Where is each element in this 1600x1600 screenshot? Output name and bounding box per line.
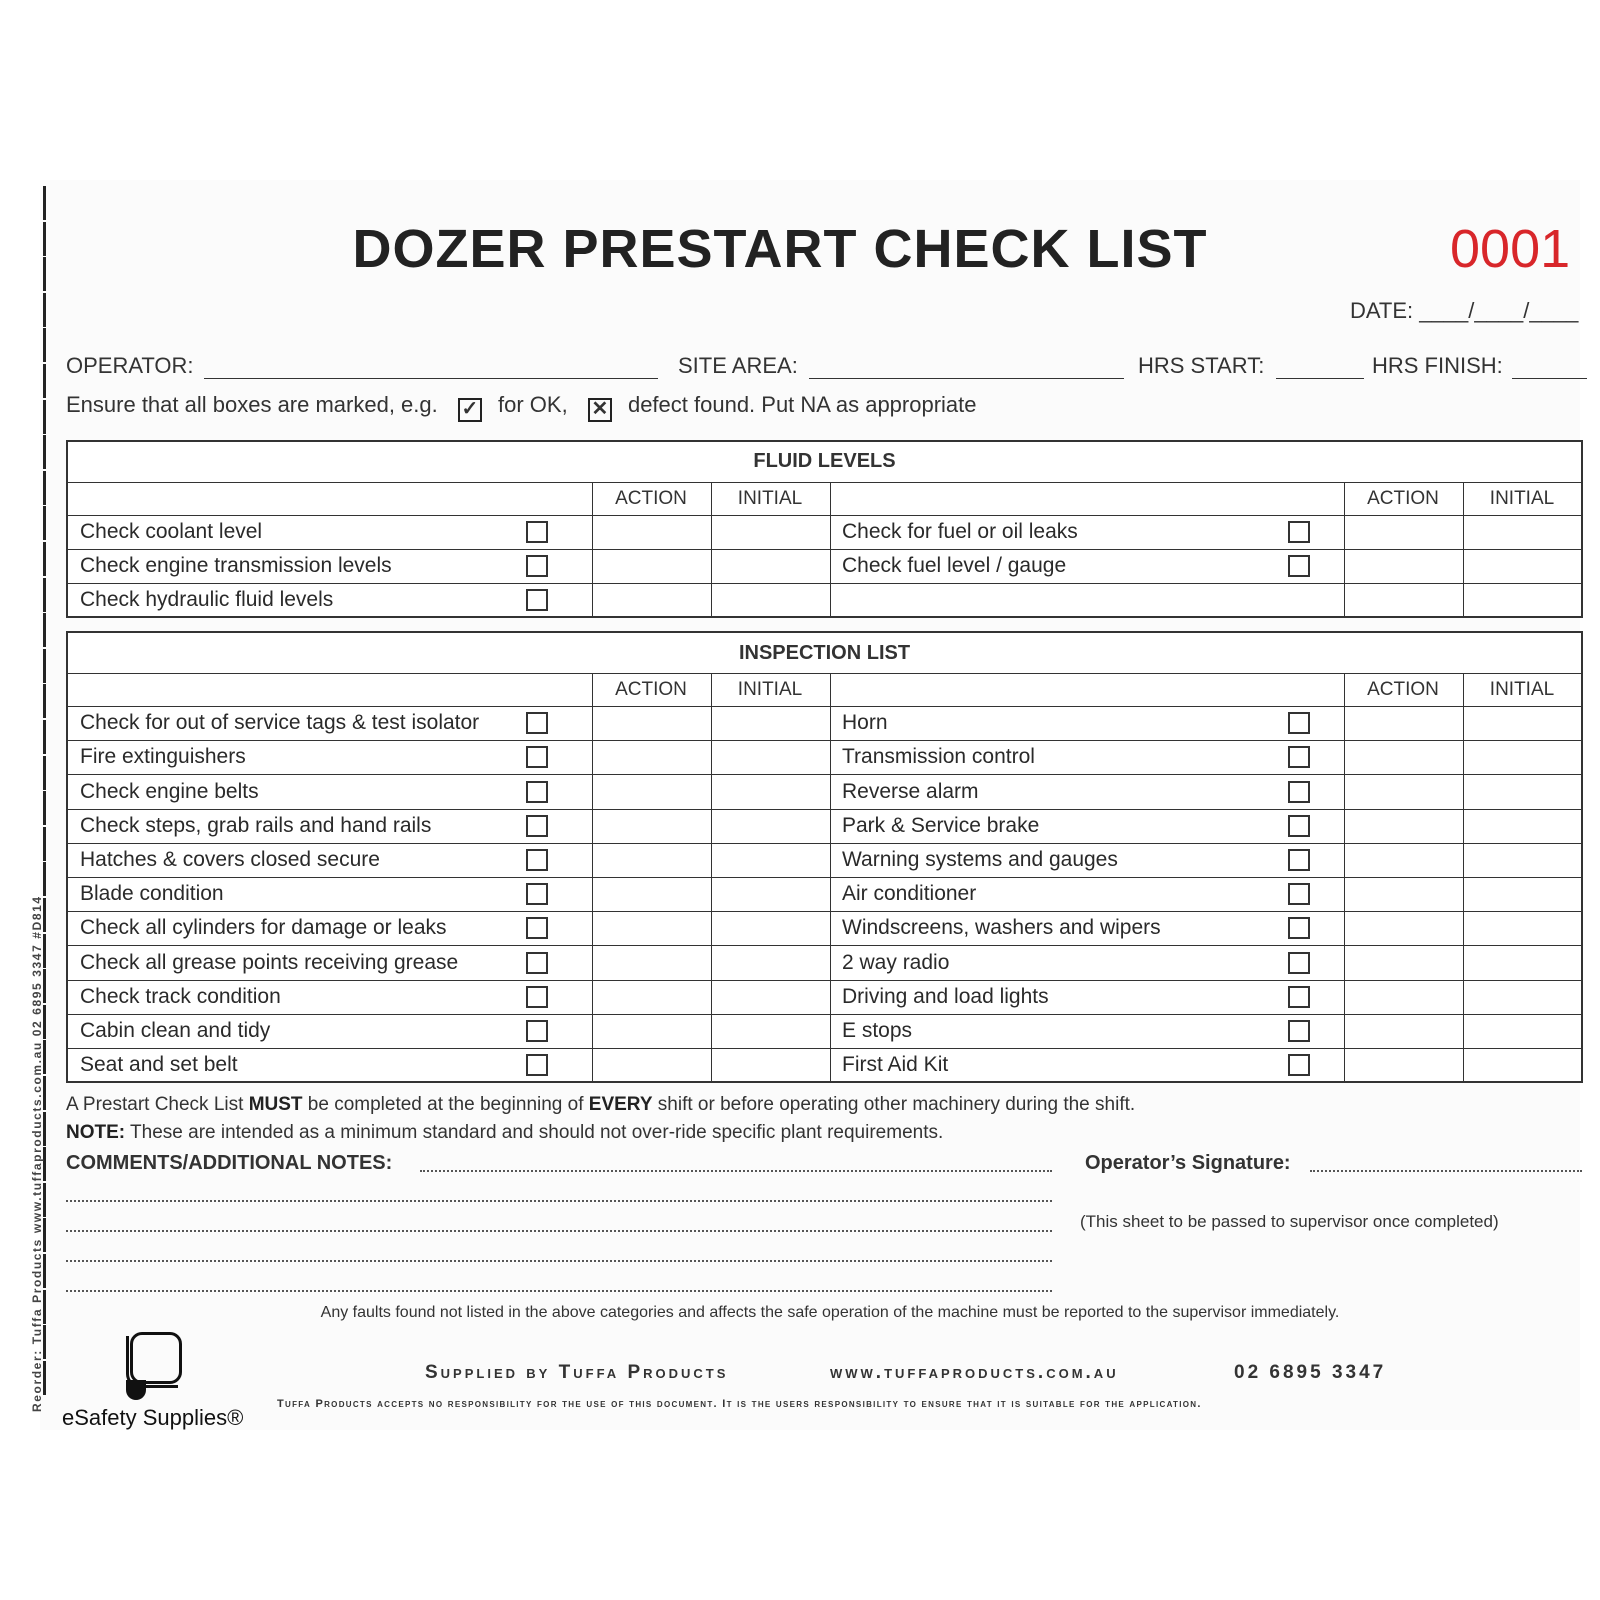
column-header-action: ACTION xyxy=(615,679,687,700)
phone-number: 02 6895 3347 xyxy=(1234,1362,1387,1383)
initial-cell[interactable] xyxy=(1463,740,1581,774)
comments-line-5[interactable] xyxy=(66,1290,1052,1292)
perforation-mark xyxy=(43,400,46,434)
initial-cell[interactable] xyxy=(1463,549,1581,583)
checkbox-left[interactable] xyxy=(526,555,548,577)
perforation-mark xyxy=(43,791,46,825)
checklist-item-right: Windscreens, washers and wipers xyxy=(842,916,1161,940)
perforation-mark xyxy=(43,293,46,327)
action-cell[interactable] xyxy=(1344,945,1462,979)
inspection-list-title: INSPECTION LIST xyxy=(738,642,911,664)
checkbox-right[interactable] xyxy=(1288,849,1310,871)
disclaimer: Tuffa Products accepts no responsibility for the use of this document. It is the users responsibility to ensure that it is suitable for the application. xyxy=(277,1398,1202,1410)
site-area-label: SITE AREA: xyxy=(678,353,798,378)
initial-cell[interactable] xyxy=(711,877,829,911)
checklist-item-left: Check all grease points receiving grease xyxy=(80,950,459,974)
action-cell[interactable] xyxy=(592,549,710,583)
initial-cell[interactable] xyxy=(1463,1048,1581,1082)
checklist-item-left: Blade condition xyxy=(80,882,224,906)
checklist-item-right: Check for fuel or oil leaks xyxy=(842,520,1078,543)
column-header-initial: INITIAL xyxy=(737,488,803,509)
action-cell[interactable] xyxy=(592,774,710,808)
checkbox-right[interactable] xyxy=(1288,1020,1310,1042)
checklist-item-left: Hatches & covers closed secure xyxy=(80,847,380,871)
initial-cell[interactable] xyxy=(1463,877,1581,911)
action-cell[interactable] xyxy=(1344,980,1462,1014)
checkbox-left[interactable] xyxy=(526,521,548,543)
checkbox-right[interactable] xyxy=(1288,917,1310,939)
checkbox-right[interactable] xyxy=(1288,815,1310,837)
signature-label: Operator’s Signature: xyxy=(1085,1152,1291,1174)
checklist-item-right: Check fuel level / gauge xyxy=(842,554,1067,577)
perforation-mark xyxy=(43,364,46,398)
column-header-initial: INITIAL xyxy=(1489,679,1555,700)
checklist-item-left: Check all cylinders for damage or leaks xyxy=(80,916,447,940)
checkbox-right[interactable] xyxy=(1288,781,1310,803)
checkbox-left[interactable] xyxy=(526,849,548,871)
action-cell[interactable] xyxy=(1344,740,1462,774)
checklist-item-left: Cabin clean and tidy xyxy=(80,1018,271,1042)
checklist-item-left: Fire extinguishers xyxy=(80,745,246,769)
perforation-mark xyxy=(43,435,46,469)
action-cell[interactable] xyxy=(1344,877,1462,911)
checkbox-left[interactable] xyxy=(526,1020,548,1042)
action-cell[interactable] xyxy=(592,706,710,740)
checklist-item-right: Reverse alarm xyxy=(842,779,979,803)
action-cell[interactable] xyxy=(1344,774,1462,808)
checkbox-right[interactable] xyxy=(1288,746,1310,768)
checklist-item-left: Check hydraulic fluid levels xyxy=(80,588,334,611)
perforation-mark xyxy=(43,506,46,540)
perforation-mark xyxy=(43,720,46,754)
checklist-item-right: Transmission control xyxy=(842,745,1035,769)
perforation-mark xyxy=(43,649,46,683)
checkbox-right[interactable] xyxy=(1288,986,1310,1008)
column-header-action: ACTION xyxy=(615,488,687,509)
checkbox-right[interactable] xyxy=(1288,521,1310,543)
initial-cell[interactable] xyxy=(711,843,829,877)
action-cell[interactable] xyxy=(1344,809,1462,843)
checkbox-right[interactable] xyxy=(1288,712,1310,734)
table-title-divider xyxy=(68,673,1581,674)
comments-line-2[interactable] xyxy=(66,1200,1052,1202)
comments-label: COMMENTS/ADDITIONAL NOTES: xyxy=(66,1152,393,1174)
action-cell[interactable] xyxy=(592,583,710,617)
initial-cell[interactable] xyxy=(711,1048,829,1082)
action-cell[interactable] xyxy=(592,1014,710,1048)
ok-checkbox-example: ✓ xyxy=(458,398,482,422)
initial-cell[interactable] xyxy=(711,1014,829,1048)
checklist-item-left: Check for out of service tags & test isolator xyxy=(80,711,480,735)
date-field[interactable]: DATE: ____/____/____ xyxy=(1350,298,1579,323)
initial-cell[interactable] xyxy=(711,515,829,549)
initial-cell[interactable] xyxy=(1463,809,1581,843)
inspection-list-table xyxy=(66,631,1583,1083)
operator-label: OPERATOR: xyxy=(66,353,194,378)
action-cell[interactable] xyxy=(592,1048,710,1082)
checkbox-left[interactable] xyxy=(526,589,548,611)
supervisor-note: (This sheet to be passed to supervisor once completed) xyxy=(1080,1212,1499,1231)
action-cell[interactable] xyxy=(592,945,710,979)
must-note-c: be completed at the beginning of xyxy=(302,1094,589,1115)
perforation-mark xyxy=(43,827,46,861)
column-header-action: ACTION xyxy=(1367,488,1439,509)
faults-note: Any faults found not listed in the above categories and affects the safe operation of the machine must be reported to the supervisor immediately. xyxy=(320,1304,1340,1321)
perforation-mark xyxy=(43,613,46,647)
initial-cell[interactable] xyxy=(711,549,829,583)
initial-cell[interactable] xyxy=(1463,515,1581,549)
initial-cell[interactable] xyxy=(1463,706,1581,740)
esafety-logo-icon-drop xyxy=(126,1380,146,1400)
initial-cell[interactable] xyxy=(711,774,829,808)
initial-cell[interactable] xyxy=(1463,911,1581,945)
checkbox-left[interactable] xyxy=(526,883,548,905)
perforation-mark xyxy=(43,578,46,612)
website-link[interactable]: www.tuffaproducts.com.au xyxy=(830,1362,1119,1383)
must-note-e: shift or before operating other machinery during the shift. xyxy=(652,1094,1136,1115)
checklist-item-left: Seat and set belt xyxy=(80,1053,238,1077)
action-cell[interactable] xyxy=(1344,843,1462,877)
initial-cell[interactable] xyxy=(711,583,829,617)
note-text: These are intended as a minimum standard and should not over-ride specific plant requirements. xyxy=(125,1122,944,1143)
instructions-part1: Ensure that all boxes are marked, e.g. xyxy=(66,392,438,417)
column-header-initial: INITIAL xyxy=(1489,488,1555,509)
checklist-item-left: Check steps, grab rails and hand rails xyxy=(80,813,432,837)
initial-cell[interactable] xyxy=(711,740,829,774)
checkbox-left[interactable] xyxy=(526,952,548,974)
initial-cell[interactable] xyxy=(711,980,829,1014)
comments-line-1[interactable] xyxy=(420,1170,1052,1172)
checklist-item-right: Driving and load lights xyxy=(842,984,1049,1008)
perforation-mark xyxy=(43,542,46,576)
serial-number: 0001 xyxy=(1450,219,1571,279)
action-cell[interactable] xyxy=(1344,515,1462,549)
initial-cell[interactable] xyxy=(711,809,829,843)
perforation-mark xyxy=(43,756,46,790)
checkbox-right[interactable] xyxy=(1288,1054,1310,1076)
perforation-mark xyxy=(43,862,46,896)
defect-checkbox-example: ✕ xyxy=(588,398,612,422)
action-cell[interactable] xyxy=(592,843,710,877)
must-note-d: EVERY xyxy=(588,1094,653,1115)
site-area-field[interactable] xyxy=(809,378,1124,379)
action-cell[interactable] xyxy=(1344,911,1462,945)
checklist-item-right: E stops xyxy=(842,1018,913,1042)
hrs-finish-label: HRS FINISH: xyxy=(1372,353,1503,378)
checkbox-right[interactable] xyxy=(1288,952,1310,974)
checkbox-left[interactable] xyxy=(526,917,548,939)
initial-cell[interactable] xyxy=(1463,1014,1581,1048)
checklist-item-right: First Aid Kit xyxy=(842,1053,949,1077)
logo-text: eSafety Supplies® xyxy=(62,1405,244,1430)
action-cell[interactable] xyxy=(1344,1048,1462,1082)
fluid-levels-title: FLUID LEVELS xyxy=(753,450,896,472)
checkbox-left[interactable] xyxy=(526,815,548,837)
supplied-by: Supplied by Tuffa Products xyxy=(425,1362,729,1383)
checklist-item-right: 2 way radio xyxy=(842,950,950,974)
checkbox-left[interactable] xyxy=(526,712,548,734)
perforation-mark xyxy=(43,471,46,505)
checkbox-left[interactable] xyxy=(526,781,548,803)
action-cell[interactable] xyxy=(592,877,710,911)
action-cell[interactable] xyxy=(592,515,710,549)
action-cell[interactable] xyxy=(1344,549,1462,583)
checkbox-left[interactable] xyxy=(526,986,548,1008)
minimum-standard-note xyxy=(66,1122,943,1144)
perforation-mark xyxy=(43,186,46,220)
table-title-divider xyxy=(68,482,1581,483)
column-header-initial: INITIAL xyxy=(737,679,803,700)
hrs-finish-field[interactable] xyxy=(1512,378,1587,379)
instructions xyxy=(66,392,977,422)
perforation-mark xyxy=(43,328,46,362)
checkbox-right[interactable] xyxy=(1288,883,1310,905)
form-title: DOZER PRESTART CHECK LIST xyxy=(352,219,1208,279)
fluid-levels-table xyxy=(66,440,1583,618)
hrs-start-label: HRS START: xyxy=(1138,353,1265,378)
must-note-b: MUST xyxy=(248,1094,303,1115)
checkbox-left[interactable] xyxy=(526,746,548,768)
initial-cell[interactable] xyxy=(1463,774,1581,808)
hrs-start-field[interactable] xyxy=(1276,378,1364,379)
initial-cell[interactable] xyxy=(711,706,829,740)
comments-line-4[interactable] xyxy=(66,1260,1052,1262)
must-complete-note xyxy=(66,1094,1135,1116)
checkbox-left[interactable] xyxy=(526,1054,548,1076)
initial-cell[interactable] xyxy=(1463,843,1581,877)
checklist-item-right: Park & Service brake xyxy=(842,813,1040,837)
checkbox-right[interactable] xyxy=(1288,555,1310,577)
initial-cell[interactable] xyxy=(1463,945,1581,979)
initial-cell[interactable] xyxy=(711,911,829,945)
signature-line[interactable] xyxy=(1310,1170,1582,1172)
initial-cell[interactable] xyxy=(711,945,829,979)
note-label: NOTE: xyxy=(66,1122,126,1143)
action-cell[interactable] xyxy=(592,911,710,945)
action-cell[interactable] xyxy=(1344,1014,1462,1048)
perforation-mark xyxy=(43,684,46,718)
checklist-item-right: Horn xyxy=(842,711,888,735)
checklist-item-right: Warning systems and gauges xyxy=(842,847,1118,871)
action-cell[interactable] xyxy=(1344,706,1462,740)
table-column-divider xyxy=(830,482,831,617)
initial-cell[interactable] xyxy=(1463,980,1581,1014)
action-cell[interactable] xyxy=(592,809,710,843)
checklist-item-left: Check engine transmission levels xyxy=(80,554,392,577)
instructions-part3: defect found. Put NA as appropriate xyxy=(627,392,977,417)
checklist-item-right: Air conditioner xyxy=(842,882,977,906)
must-note-a: A Prestart Check List xyxy=(66,1094,249,1115)
action-cell[interactable] xyxy=(592,980,710,1014)
checklist-item-left: Check coolant level xyxy=(80,520,263,543)
operator-field[interactable] xyxy=(204,378,658,379)
table-column-divider xyxy=(830,673,831,1082)
checklist-item-left: Check track condition xyxy=(80,984,281,1008)
action-cell[interactable] xyxy=(592,740,710,774)
comments-line-3[interactable] xyxy=(66,1230,1052,1232)
reorder-side-text: Reorder: Tuffa Products www.tuffaproducts.com.au 02 6895 3347 #D814 xyxy=(30,895,44,1412)
instructions-part2: for OK, xyxy=(498,392,568,417)
checklist-item-left: Check engine belts xyxy=(80,779,259,803)
column-header-action: ACTION xyxy=(1367,679,1439,700)
